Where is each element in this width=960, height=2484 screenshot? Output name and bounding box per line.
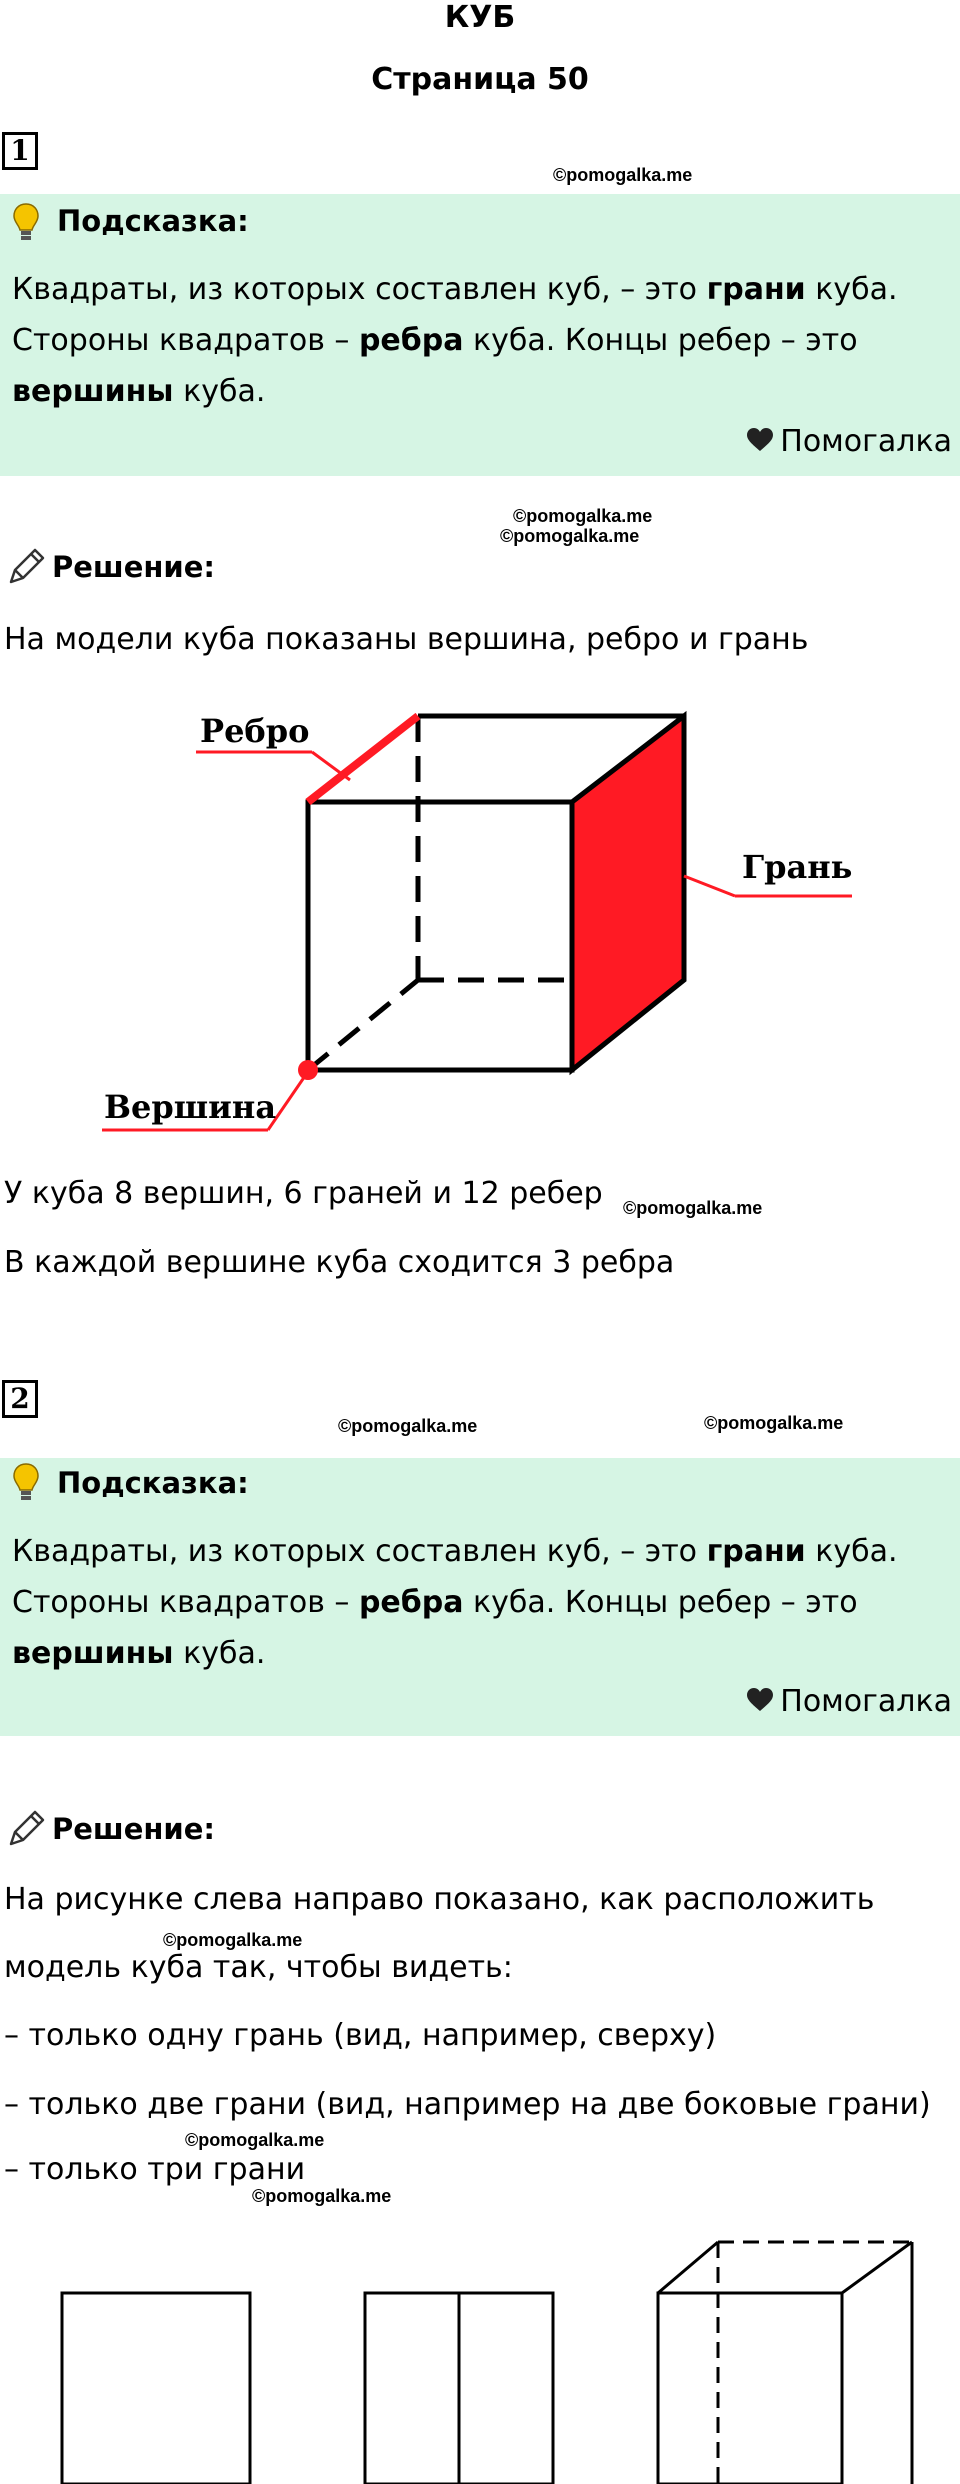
label-face: Грань (742, 848, 853, 886)
watermark: ©pomogalka.me (163, 1930, 303, 1950)
heart-icon (746, 427, 774, 457)
hint-line: вершины куба. (12, 1636, 266, 1671)
page-subtitle: Страница 50 (371, 62, 589, 97)
lightbulb-icon (12, 1462, 40, 1508)
watermark: ©pomogalka.me (252, 2186, 392, 2206)
task-number-2: 2 (2, 1380, 38, 1418)
hint-label: Подсказка: (57, 204, 249, 238)
label-edge: Ребро (200, 712, 310, 750)
watermark: ©pomogalka.me (553, 165, 693, 185)
fact-vertices: У куба 8 вершин, 6 граней и 12 ребер (4, 1176, 603, 1211)
watermark: ©pomogalka.me (704, 1413, 844, 1433)
watermark: ©pomogalka.me (513, 506, 653, 526)
cube-face (572, 716, 684, 1070)
hint-line: Квадраты, из которых составлен куб, – это грани куба. (12, 272, 898, 307)
brand-label: Помогалка (780, 1684, 952, 1719)
hint-line: Стороны квадратов – ребра куба. Концы ребер – это (12, 323, 858, 358)
hint-text (12, 264, 952, 417)
solution-label: Решение: (52, 550, 216, 584)
watermark: ©pomogalka.me (500, 526, 640, 546)
hint-box-2 (0, 1458, 960, 1736)
list-item: – только две грани (вид, например на две боковые грани) (4, 2087, 931, 2122)
brand (746, 1684, 952, 1719)
hint-box-1 (0, 194, 960, 476)
hint-text (12, 1526, 952, 1679)
solution-intro: На модели куба показаны вершина, ребро и грань (4, 622, 809, 657)
fact-edges: В каждой вершине куба сходится 3 ребра (4, 1245, 675, 1280)
list-item: – только три грани (4, 2152, 306, 2187)
list-item: – только одну грань (вид, например, сверху) (4, 2018, 717, 2053)
brand (746, 424, 952, 459)
cube-edge (308, 716, 418, 802)
solution-line: модель куба так, чтобы видеть: (4, 1950, 513, 1985)
cube-vertex (298, 1060, 318, 1080)
view-one-face (62, 2293, 250, 2484)
view-three-faces (658, 2242, 912, 2484)
watermark: ©pomogalka.me (623, 1198, 763, 1218)
watermark: ©pomogalka.me (338, 1416, 478, 1436)
pencil-icon (5, 546, 47, 592)
label-vertex: Вершина (104, 1088, 277, 1126)
brand-label: Помогалка (780, 424, 952, 459)
cube-diagram (0, 690, 960, 1150)
solution-line: На рисунке слева направо показано, как расположить (4, 1882, 875, 1917)
cube-views (0, 2230, 960, 2484)
hint-line: Стороны квадратов – ребра куба. Концы ребер – это (12, 1585, 858, 1620)
view-two-faces (365, 2293, 553, 2484)
watermark: ©pomogalka.me (185, 2130, 325, 2150)
hint-line: Квадраты, из которых составлен куб, – это грани куба. (12, 1534, 898, 1569)
pencil-icon (5, 1808, 47, 1854)
lightbulb-icon (12, 202, 40, 248)
task-number-1: 1 (2, 132, 38, 170)
hint-line: вершины куба. (12, 374, 266, 409)
page-title: КУБ (444, 0, 516, 35)
solution-label: Решение: (52, 1812, 216, 1846)
heart-icon (746, 1687, 774, 1717)
cube-front-face (308, 802, 572, 1070)
hint-label: Подсказка: (57, 1466, 249, 1500)
